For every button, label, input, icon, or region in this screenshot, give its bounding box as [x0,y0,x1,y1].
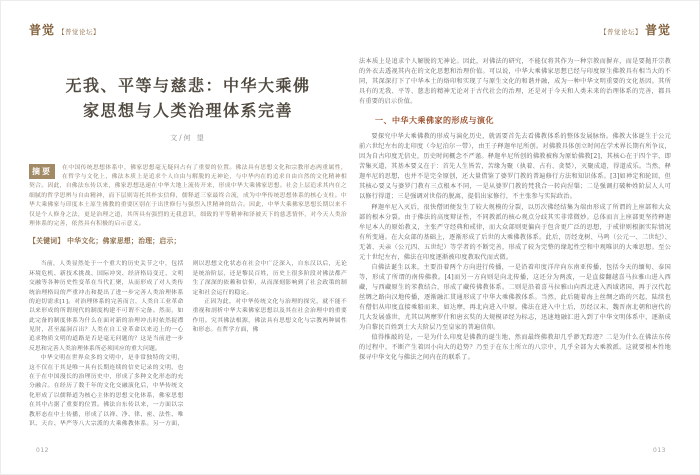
section-heading: 一、中华大乘佛家的形成与演化 [375,115,494,126]
body-paragraph: 值得推敲的是，一是为什么印度是佛教的诞生地，然而最终佛教却几乎渺无踪迹？二是为什么在佛法东传的过程中，不断产生着因小向大的趋势？乃至于在东土所立的八宗中，几乎全部为大乘教派。这就要根本性地探寻中华文化与佛法之间内在的联系了。 [359,334,671,362]
body-paragraph: 要探究中华大乘佛教的形成与演化历史，就需要首先去看佛教体系的整体发展脉络。佛教大体诞生于公元前六世纪左右的北印度（今尼泊尔一带），由王子释迦牟尼所创。对佛教具体创立时间在学术界长期有所争议，因为自古印度无信史，历史时间概念不严谨。释迦牟尼所创的佛教被称为原始佛教[2]，其核心在于四个字，即苦集灭道，其基本要义在于：首先人生皆苦，苦缘为聚（执着、占有、贪婪），灭聚成道，得道成乐。当然，释迦牟尼的思想，也并不是完全原创，还大量借鉴了婆罗门教的普遍修行方法和知识体系。[3]如禅定和轮回，但其核心要义与婆罗门教有三点根本不同，一是从婆罗门教的梵我合一转向涅槃；二是强调打破种姓阶层人人可以修行得道；三是强调对世俗的脱离，提倡出家修行，不主张参与实际政治。 [359,133,671,201]
left-page-header [29,21,347,38]
forum-tag: 【普觉论坛】 [599,28,642,36]
article-title-line2: 家思想与人类治理体系完善 [82,100,293,120]
body-paragraph: 中华文明在世界众多的文明中，是非常独特的文明，这不仅在于其是唯一具有长期连续的信史记录的文明，也在于在中国漫长的治理历史中，形成了多种文化形态的充分融合。在经历了数千年的文化交融演化后，中华传统文化形成了以儒释道为核心主体的思想文化体系，佛家思想在其中占据了重要的位置。佛法自东传以来，一方面以宗教形态在中土传播，形成了以禅、净、律、密、法性、唯识、天台、华严等八大宗派的大乘佛教体系。另一方面，则以思想文化状态在社会中广泛深入，自东汉以后，无论是统治阶层，还是黎民百姓，历史上很多阶段对佛法都产生了深深的依赖和信仰，从而深刻影响到了社会政策的制定和社会运行的稳定。 [29,261,347,427]
body-paragraph: 自佛法诞生以来，主要沿着两个方向进行传播，一是沿着印度洋岸向东南亚传播，包括今天的缅甸、泰国等，形成了所谓的南传佛教。[4]而另一方向则是向北传播，这还分为两波，一是直接翻越喜马拉雅山进入西藏，与西藏原生的苯教结合，形成了藏传佛教体系。二则是沿着喜马拉雅山向西北进入西域诸国，再于汉代起丝绸之路向汉地传播，逐渐融汇贯通形成了中华大乘佛教体系。当然，此后随着海上丝绸之路的兴起，陆续也有僧侣从印度直接乘船而来，如达摩，再北向进入中原。佛法在进入中土后，历经汉末、魏晋南北朝和唐代的几大发展盛世，尤其以鸠摩罗什和唐玄奘的大规模译经为标志，迅速地融汇进入到了中华文明体系中，逐渐成为自黎民百姓到士大夫阶层乃至皇家的普遍信仰。 [359,263,671,332]
right-page-body [359,57,671,439]
article-title [29,74,347,124]
body-paragraph: 当前，人类显然处于一个重大的历史关节之中，包括环境危机、新技术挑战、国际冲突、经济格局变迁、文明交融等各种历史性变革在当代汇聚，从而形成了对人类传统治理格局的严重冲击和提出了进一步完善人类治理体系的迫切需求[1]。对治理体系的完善而言，人类自工业革命以来形成的所谓现代的制度构建不可谓不完备。然而，如此完备的制度体系为什么在面对新的治理冲击时依然捉襟见肘，甚至漏洞百出？人类在自工业革命以来迈上的一心追求物质文明的道路是否是毫无问题的？这是当前进一步反思和完善人类治理体系所必须回应的重大问题。 [29,261,184,352]
brand-logo: 普觉 [29,23,56,37]
abstract-block [29,164,347,230]
left-page [29,1,347,475]
abstract-label: 摘要 [29,164,55,179]
body-paragraph-continuation: 法本质上是追求个人解脱的无神论。因此，对佛法的研究，不能仅将其作为一种宗教而摒弃，而是要抛开宗教的外衣去透视其内在的文化思想和治理价值。可以说，中华大乘佛家思想已经与印度原生佛教具有相当大的不同，其深深打下了中华本土的烙印和实现了与原生文化的和谐并融，成为一种中华文明重要的文化基因。其所具有的无我、平等、慈悲的精神无论对于古代社会的治理，还是对于今天和人类未来的治理体系的完善，都具有重要的启示价值。 [359,58,671,106]
page-number-right: 013 [653,447,666,454]
body-paragraph: 释迦牟尼入灭后，很快僧团便发生了较大规模的分裂，以历次佛经结集为端由形成了所谓的上座部和大众部的根本分裂。由于佛法的高度辩证性，不同教派的核心观点分歧其实非常微妙。总体而言上座部更坚持释迦牟尼本人的原始教义，主张严守经典和戒律，而大众部则更偏向于包含更广泛的思想，于戒律则根据实际情况有所变通。在大众部的基础上，逐渐形成了后世的大乘佛教体系。此后，历经龙树、马鸣（公元一、二世纪）、无著、天亲（公元四、五世纪）等学者的不断完善，形成了较为完整的缘起性空和中观唯识的大乘思想。至公元十世纪左右，佛法在印度逐渐被印度教取代而式微。 [359,203,671,261]
body-paragraph: 正因为此，对中华传统文化与治理的探究，就不能不重视和剖析中华大乘佛家思想以及其在社会治理中的重要作用。究其佛法根源，佛法具有思想文化与宗教两种属性和形态。在哲学方面，佛 [192,298,347,334]
page-number-left: 012 [36,447,49,454]
right-page-header [359,21,671,38]
keywords-line: 【关键词】 中华文化；佛家思想；治理；启示； [29,237,181,246]
abstract-text: 在中国传统思想体系中，佛家思想毫无疑问占有了重要的位置。佛法具有思想文化和宗教形态两重属性，在哲学与文化上，佛法本质上是追求个人自由与解脱的无神论，与中华内在的追求自由自然的文化精神相契合。因此，自佛法东传以来，佛家思想迅速在中华大地上流传开来，形成中华大乘佛家思想。社会上层追求其内在之细腻的哲学思辨与自由精神，而下层则寄托其朴实信仰，儒释道三家最终合流，成为中华传统思想体系的核心支柱。中华大乘佛家与印度本土原生佛教的重要区别在于出世修行与强烈入世精神的结合。因此，中华大乘佛家思想长期以来不仅是个人修身之法，更是治理之道，其所具有强烈的无我意识，细致的平等精神和泽被天下的慈悲情怀，对今天人类治理体系的完善，依然具有积极的启示意义。 [29,164,347,227]
brand-logo: 普觉 [644,23,671,37]
article-byline: 文/何 望 [170,133,206,142]
forum-tag: 【普觉论坛】 [58,28,101,36]
article-title-line1: 无我、平等与慈悲：中华大乘佛 [65,76,311,95]
right-page [359,1,671,475]
left-page-body-columns [29,260,347,438]
